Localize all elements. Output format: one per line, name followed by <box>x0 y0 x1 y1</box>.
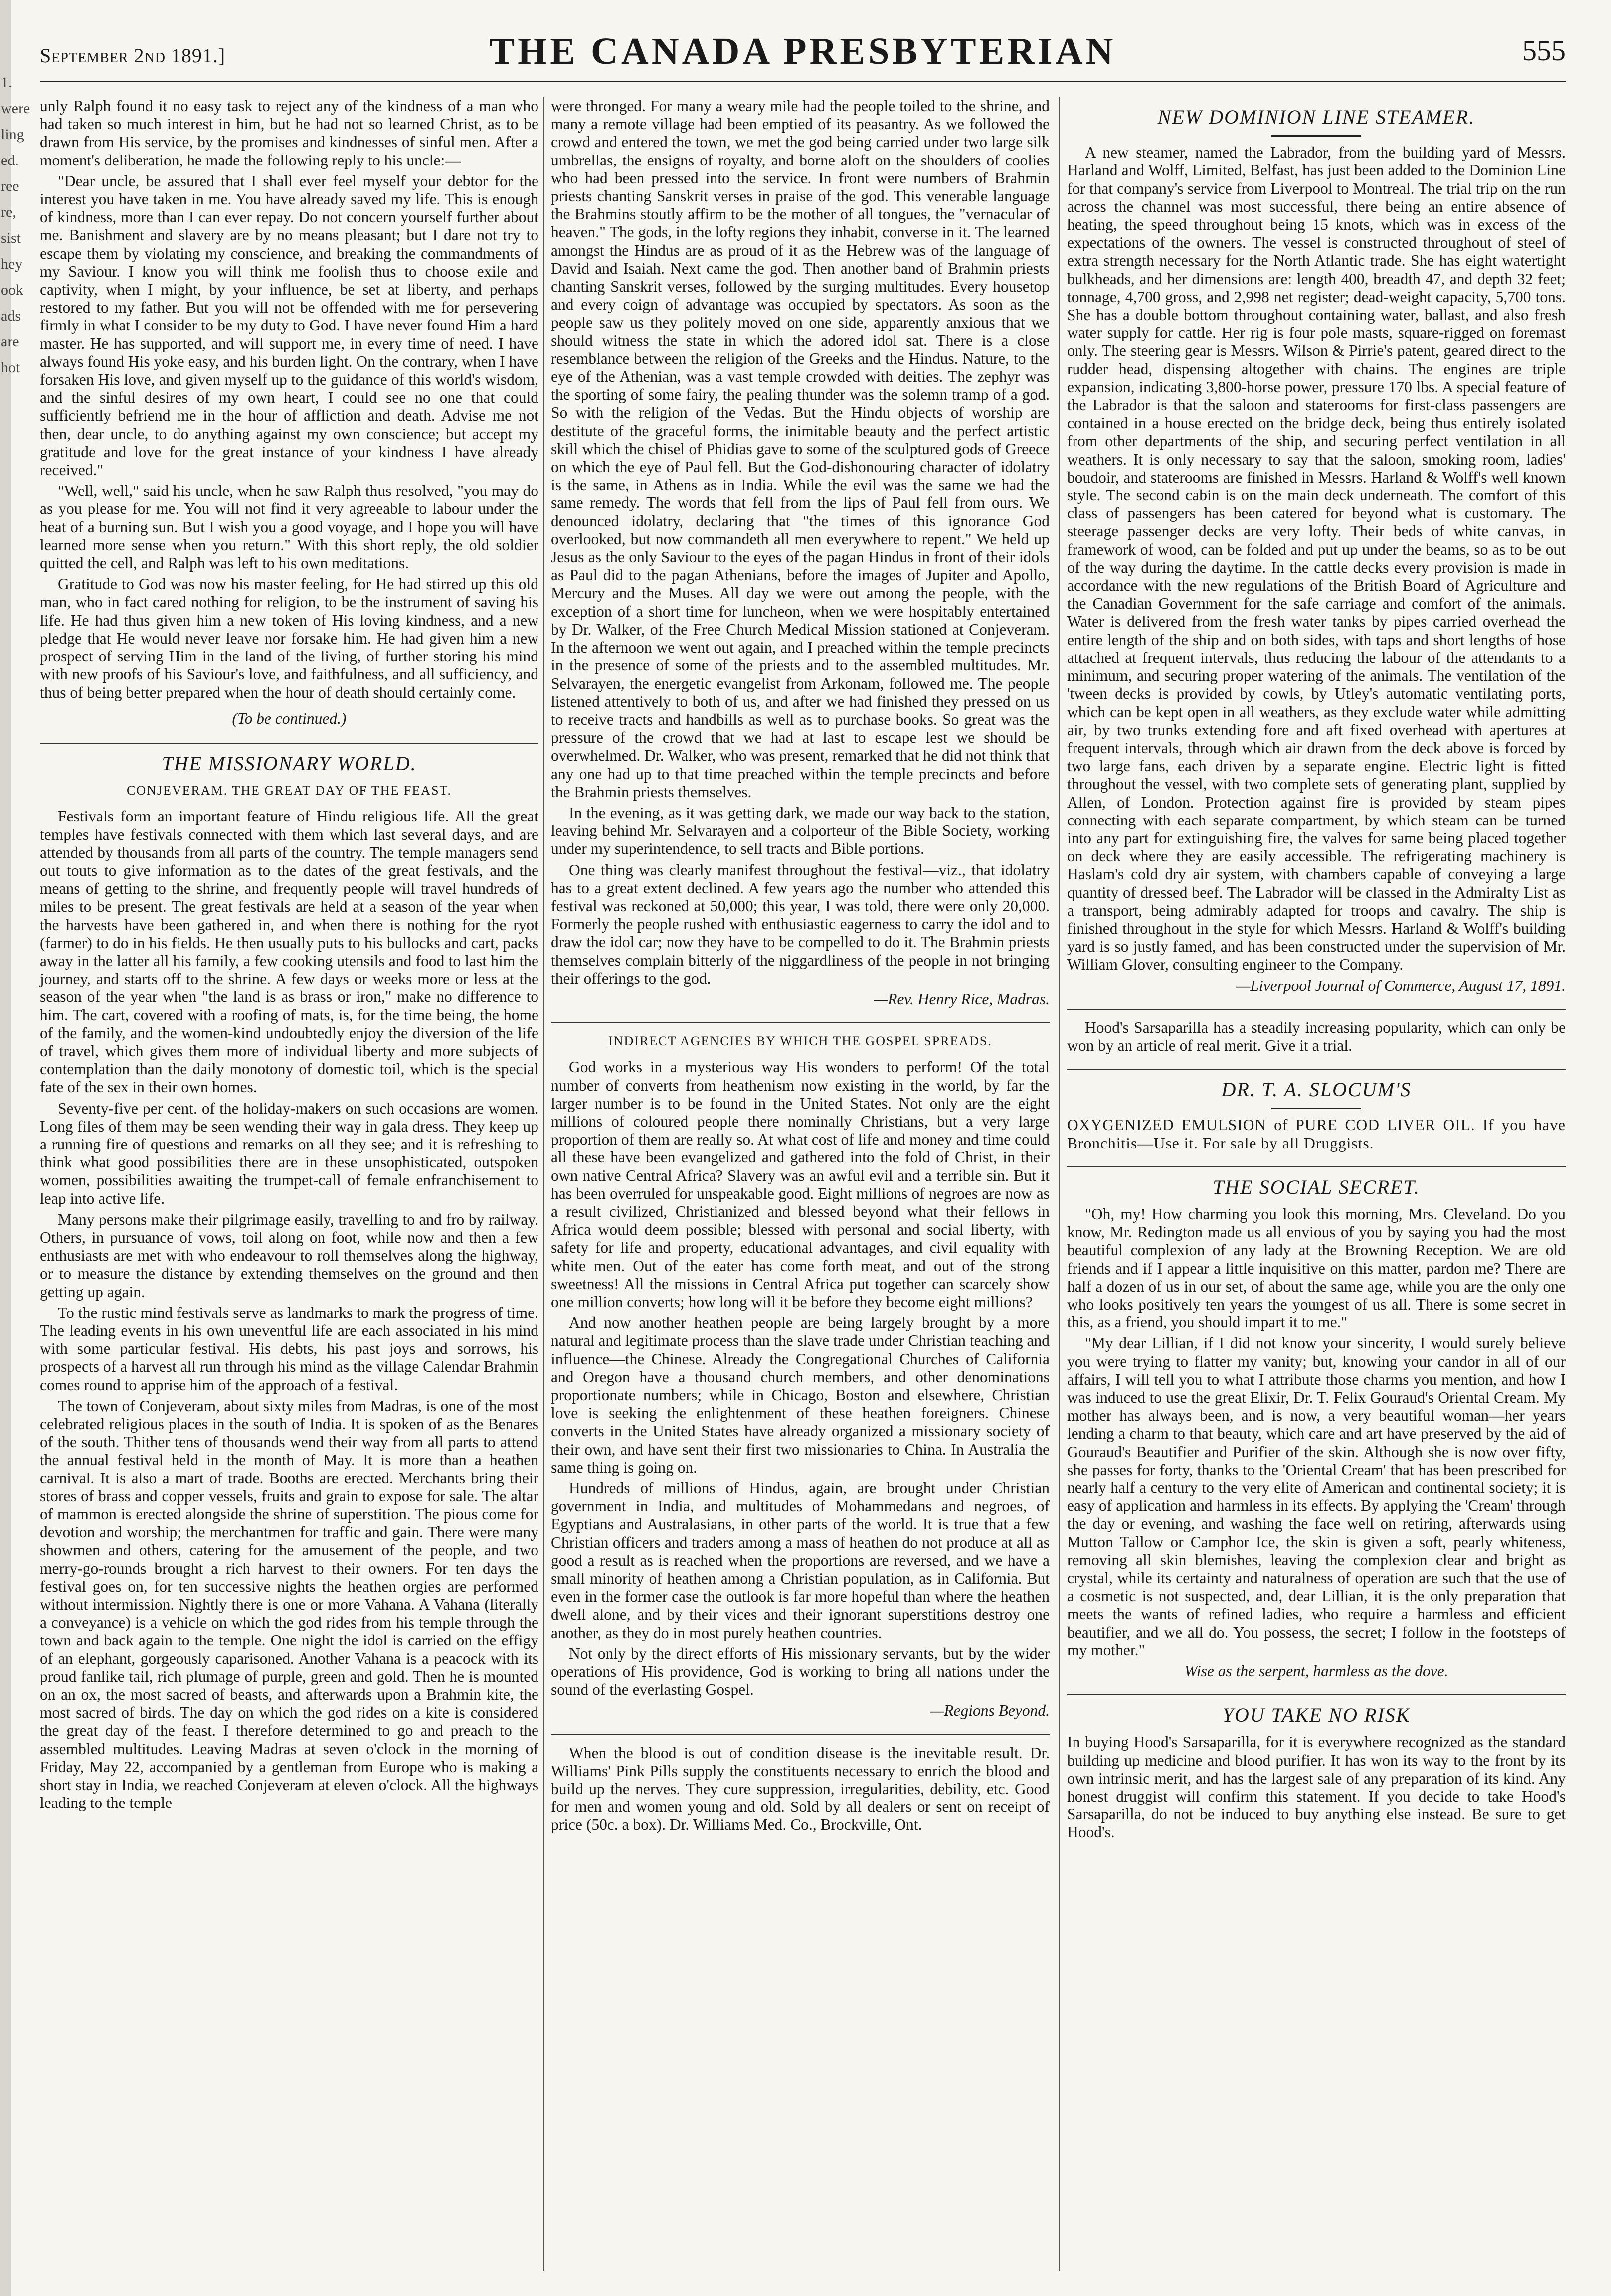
header-rule <box>40 81 1566 82</box>
section-divider <box>1067 1694 1566 1695</box>
social-paragraph: "My dear Lillian, if I did not know your sincerity, I would surely believe you were trying to flatter my vanity; but, knowing your candor in all of our affairs, I will tell you to what I attribute those charms you mention, and how I was induced to use the great Elixir, Dr. T. Felix Gouraud's Oriental Cream. My mother has always been, and is now, a very beautiful woman—her years lending a charm to that beauty, which care and art have preserved by the aid of Gouraud's Beautifier and Purifier of the skin. Although she is now over fifty, she passes for forty, thanks to the 'Oriental Cream' that has been prescribed for nearly half a century to the very elite of American and continental society; it is easy of application and harmless in its effects. By applying the 'Cream' through the day or evening, and washing the face well on retiring, afterwards using Mutton Tallow or Camphor Ice, the skin is given a soft, pearly whiteness, removing all skin blemishes, leaving the complexion clear and bright as crystal, while its certainty and naturalness of operation are such that the use of a cosmetic is not suspected, and, dear Lillian, it is the only preparation that meets the wants of refined ladies, who require a harmless and efficient beautifier, and we all do. You possess, the secret; I follow in the footsteps of my mother." <box>1067 1334 1566 1659</box>
section-divider <box>551 1734 1050 1735</box>
column-left <box>40 97 538 2271</box>
to-be-continued: (To be continued.) <box>232 709 347 727</box>
heading-rule <box>1271 135 1361 137</box>
indirect-paragraph: God works in a mysterious way His wonders to perform! Of the total number of converts from heathenism now existing in the world, by far the larger number is to be found in the United States. Not only are the eight millions of coloured people there nominally Christians, but a very large proportion of them are really so. At what cost of life and money and time could all these have been evangelized and gathered into the fold of Christ, in their own native Central Africa? Slavery was an awful evil and a terrible sin. But it has been overruled for unspeakable good. Eight millions of negroes are now as a result civilized, Christianized and blessed beyond what their fellows in Africa would deem possible; blessed with personal and social liberty, with safety for life and property, educational advantages, and civil equality with white men. Out of the eater has come forth meat, and out of the strong sweetness! All the missions in Central Africa put together can scarcely show one million converts; how long will it be before they become eight millions? <box>551 1058 1050 1311</box>
indirect-paragraph: Hundreds of millions of Hindus, again, are brought under Christian government in India, and multitudes of Mohammedans and negroes, of Egyptians and Australasians, in other parts of the world. It is true that a few Christian officers and traders among a mass of heathen do not produce at all as good a result as is reached when the proportions are reversed, and we have a small minority of heathen among a Christian population, as in California. But even in the former case the outlook is far more hopeful than where the heathen dwell alone, and by their vices and their ignorant superstitions destroy one another, as they do in most purely heathen countries. <box>551 1479 1050 1641</box>
section-divider <box>1067 1166 1566 1167</box>
indirect-paragraph: And now another heathen people are being largely brought by a more natural and legitimate process than the slave trade under Christian teaching and influence—the Chinese. Already the Congregational Churches of California and Oregon have a thousand church members, and other denominations proportionate numbers; while in Chicago, Boston and elsewhere, Christian love is seeking the enlightenment of these heathen foreigners. Chinese converts in the United States have already organized a missionary society of their own, and have sent their first two missionaries to China. In Australia the same thing is going on. <box>551 1314 1050 1476</box>
masthead-title: THE CANADA PRESBYTERIAN <box>489 30 1116 72</box>
pink-pills-ad: When the blood is out of condition disease is the inevitable result. Dr. Williams' Pink Pills supply the constituents necessary to enrich the blood and build up the nerves. They cure suppression, irregularities, debility, etc. Good for men and women young and old. Sold by all dealers or sent on receipt of price (50c. a box). Dr. Williams Med. Co., Brockville, Ont. <box>551 1744 1050 1834</box>
social-tagline: Wise as the serpent, harmless as the dove. <box>1184 1662 1448 1680</box>
column-separator <box>543 97 544 2271</box>
section-divider <box>40 743 538 744</box>
cropped-edge-text: 1. were ling ed. ree re, sist hey ook ads are hot <box>1 74 30 376</box>
story-paragraph: "Well, well," said his uncle, when he saw Ralph thus resolved, "you may do as you please for me. You will not find it very agreeable to labour under the heat of a burning sun. But I wish you a good voyage, and I hope you will have learned more sense when you return." With this short reply, the old soldier quitted the cell, and Ralph was left to his own meditations. <box>40 482 538 572</box>
heading-rule <box>1271 1108 1361 1109</box>
social-paragraph: "Oh, my! How charming you look this morning, Mrs. Cleveland. Do you know, Mr. Redington made us all envious of you by saying you had the most beautiful complexion of any lady at the Browning Reception. We are old friends and if I appear a little inquisitive on this matter, pardon me? There are half a dozen of us in our set, of about the same age, while you are the only one who looks positively ten years the youngest of us all. There is some secret in this, as a friend, you should impart it to me." <box>1067 1205 1566 1331</box>
steamer-heading: NEW DOMINION LINE STEAMER. <box>1157 106 1475 128</box>
feast-signature: —Rev. Henry Rice, Madras. <box>874 990 1050 1008</box>
feast-paragraph: The town of Conjeveram, about sixty miles from Madras, is one of the most celebrated religious places in the south of India. It is spoken of as the Benares of the south. Thither tens of thousands wend their way from all parts to attend the annual festival held in the month of May. It is more than a heathen carnival. It is also a mart of trade. Booths are erected. Merchants bring their stores of brass and copper vessels, fruits and grain to expose for sale. The altar of mammon is erected alongside the shrine of superstition. The pious come for devotion and worship; the merchantmen for traffic and gain. There were many showmen and others, catering for the amusement of the people, and two merry-go-rounds brought a rich harvest to their owners. For ten days the festival goes on, for ten successive nights the heathen orgies are performed without intermission. Nightly there is one or more Vahana. A Vahana (literally a conveyance) is a vehicle on which the god rides from his temple through the town and back again to the temple. One night the idol is carried on the effigy of an elephant, gorgeously caparisoned. Another Vahana is a peacock with its proud fanlike tail, rich plumage of purple, green and gold. Then he is mounted on an ox, the most sacred of beasts, and afterwards upon a Brahmin kite, the most sacred of birds. The day on which the god rides on a kite is considered the great day of the feast. I therefore determined to go and preach to the assembled multitudes. Leaving Madras at seven o'clock in the morning of Friday, May 22, accompanied by a gentleman from Europe who is making a short stay in India, we reached Conjeveram at eleven o'clock. All the highways leading to the temple <box>40 1397 538 1812</box>
story-paragraph: Gratitude to God was now his master feeling, for He had stirred up this old man, who in fact cared nothing for religion, to be the instrument of saving his life. He had thus given him a new token of His loving kindness, and a new pledge that He would never leave nor forsake him. He had given him a new prospect of serving Him in the land of the living, of further storing his mind with new proofs of his Saviour's love, and faithfulness, and all sufficiency, and thus of being better prepared when the hour of death should certainly come. <box>40 575 538 701</box>
indirect-paragraph: Not only by the direct efforts of His missionary servants, but by the wider operations of His providence, God is working to bring all nations under the sound of the everlasting Gospel. <box>551 1644 1050 1699</box>
feast-paragraph: Festivals form an important feature of Hindu religious life. All the great temples have festivals connected with them which last several days, and are attended by thousands from all parts of the country. The temple managers send out touts to give information as to the dates of the great festivals, and the means of getting to the shrine, and frequently people will travel hundreds of miles to be present. The great festivals are held at a season of the year when the harvests have been gathered in, and when there is nothing for the ryot (farmer) to do in his fields. He then usually puts to his bullocks and cart, packs away in the latter all his family, a few cooking utensils and food to last him the journey, and starts off to the shrine. A few days or weeks more or less at the season of the year when "the land is as brass or iron," make no difference to him. The cart, covered with a roofing of mats, is, for the time being, the home of the family, and the women-kind undoubtedly enjoy the diversion of the life of travel, which gives them more of individual liberty and more subjects of contemplation than the daily monotony of domestic toil, which is the special fate of the sex in their own homes. <box>40 808 538 1096</box>
column-right <box>1067 97 1566 2271</box>
slocum-ad: OXYGENIZED EMULSION of PURE COD LIVER OIL. If you have Bronchitis—Use it. For sale by all Druggists. <box>1067 1116 1566 1152</box>
column-separator <box>1059 97 1060 2271</box>
section-divider <box>1067 1069 1566 1070</box>
page-number: 555 <box>1522 34 1566 67</box>
page-gutter <box>0 0 30 2296</box>
slocum-heading: DR. T. A. SLOCUM'S <box>1221 1078 1412 1101</box>
no-risk-ad: In buying Hood's Sarsaparilla, for it is everywhere recognized as the standard building up medicine and blood purifier. It has won its way to the front by its own intrinsic merit, and has the largest sale of any preparation of its kind. Any honest druggist will confirm this statement. If you decide to take Hood's Sarsaparilla, do not be induced to buy anything else instead. Be sure to get Hood's. <box>1067 1733 1566 1841</box>
feast-paragraph: were thronged. For many a weary mile had the people toiled to the shrine, and many a remote village had been emptied of its peasantry. As we followed the crowd and entered the town, we met the god being carried under two large silk umbrellas, the ensigns of royalty, and borne aloft on the shoulders of coolies who had been pressed into the service. In front were numbers of Brahmin priests chanting Sanskrit verses in praise of the god. This venerable language the Brahmins stoutly affirm to be the mother of all tongues, the "vernacular of heaven." The gods, in the lofty regions they inhabit, converse in it. The learned amongst the Hindus are as proud of it as the Hebrew was of the language of David and Isaiah. Next came the god. Then another band of Brahmin priests chanting Sanskrit verses, followed by the surging multitudes. Every housetop and every coign of advantage was occupied by spectators. As soon as the people saw us they politely moved on one side, apparently anxious that we should witness the state in which the adored idol sat. There is a close resemblance between the religion of the Greeks and the Hindus. Nature, to the eye of the Athenian, was a vast temple crowded with deities. The zephyr was the sporting of some fairy, the pealing thunder was the solemn tramp of a god. So with the religion of the Vedas. But the Hindu objects of worship are destitute of the graceful forms, the inimitable beauty and the perfect artistic skill which the chisel of Phidias gave to some of the sculptured gods of Greece on which the eye of Paul fell. But the God-dishonouring character of idolatry is the same, in Athens as in India. While the evil was the same we had the same remedy. The words that fell from the lips of Paul fell from ours. We denounced idolatry, declaring that "the times of this ignorance God overlooked, but now commandeth all men everywhere to repent." We held up Jesus as the only Saviour to the eyes of the pagan Hindus in front of their idols as Paul did to the pagan Athenians, before the images of Jupiter and Apollo, Mercury and the Muses. All day we were out among the people, with the exception of a short time for luncheon, when we were hospitably entertained by Dr. Walker, of the Free Church Medical Mission stationed at Conjeveram. In the afternoon we went out again, and I preached within the temple precincts in the presence of some of the priests and to the assembled multitudes. Mr. Selvarayen, the energetic evangelist from Arkonam, followed me. The people listened attentively to both of us, and after we had finished they pressed on us to receive tracts and handbills as well as to purchase books. So great was the pressure of the crowd that we had at last to escape lest we should be overwhelmed. Dr. Walker, who was present, remarked that he did not think that any one had up to that time preached within the temple precincts and before the Brahmin priests themselves. <box>551 97 1050 801</box>
feast-paragraph: To the rustic mind festivals serve as landmarks to mark the progress of time. The leading events in his own uneventful life are each associated in his mind with some particular festival. His debts, his past joys and sorrows, his prospects of a harvest all run through his mind as the village Calendar Brahmin comes round to apprise him of the approach of a festival. <box>40 1304 538 1394</box>
story-paragraph: unly Ralph found it no easy task to reject any of the kindness of a man who had taken so much interest in him, but he had not so learned Christ, as to be drawn from His service, by the promises and kindnesses of sinful men. After a moment's deliberation, he made the following reply to his uncle:— <box>40 97 538 169</box>
hoods-ad-short: Hood's Sarsaparilla has a steadily increasing popularity, which can only be won by an article of real merit. Give it a trial. <box>1067 1018 1566 1054</box>
section-divider <box>1067 1009 1566 1010</box>
column-middle <box>551 97 1050 2271</box>
feast-paragraph: In the evening, as it was getting dark, we made our way back to the station, leaving behind Mr. Selvarayen and a colporteur of the Bible Society, working under my superintendence, to sell tracts and Bible portions. <box>551 804 1050 858</box>
no-risk-heading: YOU TAKE NO RISK <box>1222 1704 1411 1727</box>
feast-subheading: CONJEVERAM. THE GREAT DAY OF THE FEAST. <box>127 783 452 798</box>
issue-date: September 2nd 1891.] <box>40 44 226 67</box>
indirect-agencies-heading: INDIRECT AGENCIES BY WHICH THE GOSPEL SPREADS. <box>608 1034 992 1049</box>
steamer-signature: —Liverpool Journal of Commerce, August 17, 1891. <box>1236 977 1566 994</box>
section-divider <box>551 1022 1050 1023</box>
indirect-signature: —Regions Beyond. <box>930 1702 1050 1720</box>
steamer-paragraph: A new steamer, named the Labrador, from the building yard of Messrs. Harland and Wolff, Limited, Belfast, has just been added to the Dominion Line for that company's service from Liverpool to Montreal. The trial trip on the run across the channel was most successful, there being an entire absence of heating, the speed throughout being 15 knots, which was in excess of the expectations of the owners. The vessel is constructed throughout of steel of extra strength necessary for the North Atlantic trade. She has eight watertight bulkheads, and her dimensions are: length 400, breadth 47, and depth 32 feet; tonnage, 4,700 gross, and 2,998 net register; dead-weight capacity, 5,700 tons. She has a double bottom throughout containing water, ballast, and also fresh water supply for cattle. Her rig is four pole masts, square-rigged on foremast only. The steering gear is Messrs. Wilson & Pirrie's patent, geared direct to the rudder head, dispensing altogether with chains. The engines are triple expansion, indicating 3,800-horse power, pressure 170 lbs. A special feature of the Labrador is that the saloon and staterooms for first-class passengers are contained in a house erected on the bridge deck, being thus entirely isolated from other departments of the ship, and securing perfect ventilation in all weathers. It is only necessary to say that the saloon, smoking room, ladies' boudoir, and staterooms are finished in Messrs. Harland & Wolff's well known style. The second cabin is on the main deck underneath. The comfort of this class of passengers has been catered for beyond what is customary. The steerage passenger decks are very lofty. Their beds of white canvas, in framework of wood, can be folded and put up under the beams, so as to be out of the way during the daytime. In the cattle decks every provision is made in accordance with the new regulations of the British Board of Agriculture and the Canadian Government for the safe carriage and comfort of the animals. Water is delivered from the fresh water tanks by pipes carried overhead the entire length of the ship and on both sides, with taps and short lengths of hose attached at frequent intervals, thus reducing the labour of the attendants to a minimum, and securing proper watering of the animals. The ventilation of the 'tween decks is provided by cowls, by Utley's automatic ventilating ports, which can be kept open in all weathers, as they exclude water while admitting air, by two trunks extending fore and aft fixed overhead with apertures at frequent intervals, through which air drawn from the deck above is forced by two large fans, each driven by a separate engine. Electric light is fitted throughout the vessel, with two complete sets of generating plant, supplied by Allen, of London. Protection against fire is provided by steam pipes connecting with each separate compartment, by which steam can be turned into any part for extinguishing fire, the valves for same being placed together on deck where they are easily accessible. The refrigerating machinery is Haslam's cold dry air system, with chambers capable of conveying a large quantity of dressed beef. The Labrador will be classed in the Admiralty List as a transport, being admirably adapted for troops and cavalry. The ship is finished throughout in the style for which Messrs. Harland & Wolff's building yard is so justly famed, and has been constructed under the supervision of Mr. William Glover, consulting engineer to the Company. <box>1067 144 1566 974</box>
story-paragraph: "Dear uncle, be assured that I shall ever feel myself your debtor for the interest you have taken in me. You have already saved my life. This is enough of kindness, more than I can ever repay. Do not concern yourself further about me. Banishment and slavery are by no means pleasant; but I dare not try to escape them by violating my conscience, and breaking the commandments of my Saviour. I know you will think me foolish thus to choose exile and captivity, when I might, by your influence, be set at liberty, and perhaps restored to my father. But you will not be offended with me for persevering firmly in what I consider to be my duty to God. I have never found Him a hard master. He has supported, and will support me, in every time of need. I have always found His yoke easy, and his burden light. On the contrary, when I have forsaken His love, and given myself up to the guidance of this world's wisdom, and the sinful desires of my own heart, I could see no one that could sufficiently befriend me in the hour of affliction and death. Advise me not then, dear uncle, to do anything against my own conscience; but accept my gratitude and love for the great instance of your kindness I have already received." <box>40 172 538 479</box>
feast-paragraph: Many persons make their pilgrimage easily, travelling to and fro by railway. Others, in pursuance of vows, toil along on foot, while now and then a few enthusiasts are met with who endeavour to roll themselves along the highway, or to measure the distance by extending themselves on the ground and then getting up again. <box>40 1210 538 1301</box>
missionary-world-heading: THE MISSIONARY WORLD. <box>162 752 417 775</box>
feast-paragraph: Seventy-five per cent. of the holiday-makers on such occasions are women. Long files of them may be seen wending their way in gala dress. They keep up a running fire of questions and remarks on all they see; and it is refreshing to think what good possibilities there are in these unsophisticated, outspoken women, possibilities awaiting the trumpet-call of female enfranchisement to leap into active life. <box>40 1099 538 1207</box>
feast-paragraph: One thing was clearly manifest throughout the festival—viz., that idolatry has to a great extent declined. A few years ago the number who attended this festival was reckoned at 50,000; this year, I was told, there were only 20,000. Formerly the people rushed with enthusiastic eagerness to carry the idol and to draw the idol car; now they have to be compelled to do it. The Brahmin priests themselves complain bitterly of the niggardliness of the people in not bringing their offerings to the god. <box>551 861 1050 987</box>
social-secret-heading: THE SOCIAL SECRET. <box>1213 1175 1420 1198</box>
page-header <box>40 24 1566 72</box>
